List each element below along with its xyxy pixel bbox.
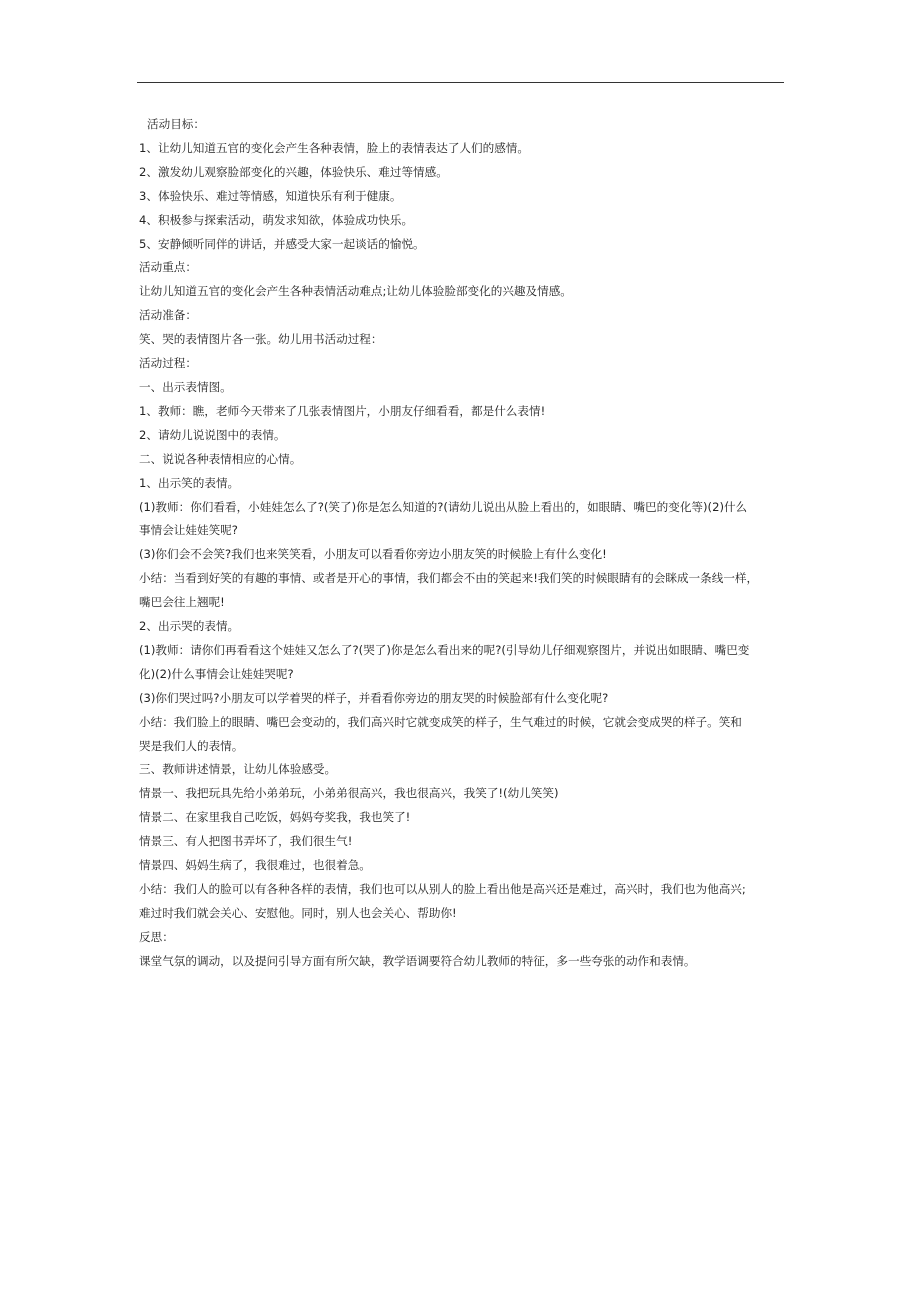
text-line: 事情会让娃娃笑呢? — [139, 523, 238, 538]
text-line: 情景四、妈妈生病了，我很难过，也很着急。 — [139, 858, 371, 873]
text-line: 让幼儿知道五官的变化会产生各种表情活动难点;让幼儿体验脸部变化的兴趣及情感。 — [139, 284, 572, 299]
text-line: (1)教师：请你们再看看这个娃娃又怎么了?(哭了)你是怎么看出来的呢?(引导幼儿仔细观察图片，并说出如眼睛、嘴巴变 — [139, 642, 750, 657]
text-line: 难过时我们就会关心、安慰他。同时，别人也会关心、帮助你! — [139, 905, 457, 920]
text-line: 情景二、在家里我自己吃饭，妈妈夸奖我，我也笑了! — [139, 810, 411, 825]
text-line: 一、出示表情图。 — [139, 379, 232, 394]
text-line: (3)你们会不会笑?我们也来笑笑看，小朋友可以看看你旁边小朋友笑的时候脸上有什么变化! — [139, 547, 607, 562]
text-line: 小结：我们人的脸可以有各种各样的表情，我们也可以从别人的脸上看出他是高兴还是难过，高兴时，我们也为他高兴; — [139, 882, 746, 896]
text-line: 2、出示哭的表情。 — [139, 619, 240, 634]
text-line: 小结：当看到好笑的有趣的事情、或者是开心的事情，我们都会不由的笑起来!我们笑的时候眼睛有的会眯成一条线一样， — [139, 571, 759, 586]
text-line: 嘴巴会往上翘呢! — [139, 595, 225, 610]
text-line: 情景三、有人把图书弄坏了，我们很生气! — [139, 834, 353, 849]
text-line: 1、出示笑的表情。 — [139, 475, 240, 490]
text-line: 笑、哭的表情图片各一张。幼儿用书活动过程： — [139, 332, 383, 347]
section-heading-reflection: 反思： — [139, 929, 174, 944]
text-line: 小结：我们脸上的眼睛、嘴巴会变动的，我们高兴时它就变成笑的样子，生气难过的时候，它就会变成哭的样子。笑和 — [139, 714, 742, 729]
text-line: 1、教师：瞧，老师今天带来了几张表情图片，小朋友仔细看看，都是什么表情! — [139, 403, 546, 418]
text-line: 4、积极参与探索活动，萌发求知欲，体验成功快乐。 — [139, 212, 414, 227]
text-line: 三、教师讲述情景，让幼儿体验感受。 — [139, 762, 337, 777]
section-heading-focus: 活动重点： — [139, 260, 197, 275]
text-line: 1、让幼儿知道五官的变化会产生各种表情，脸上的表情表达了人们的感情。 — [139, 140, 529, 155]
header-rule — [137, 82, 784, 83]
text-line: 化)(2)什么事情会让娃娃哭呢? — [139, 666, 294, 681]
text-line: 情景一、我把玩具先给小弟弟玩，小弟弟很高兴，我也很高兴，我笑了!(幼儿笑笑) — [139, 786, 559, 801]
text-line: 哭是我们人的表情。 — [139, 738, 244, 753]
text-line: (3)你们哭过吗?小朋友可以学着哭的样子，并看看你旁边的朋友哭的时候脸部有什么变化呢? — [139, 690, 609, 705]
document-body — [139, 113, 784, 974]
section-heading-goals: 活动目标： — [147, 117, 205, 131]
section-heading-preparation: 活动准备： — [139, 308, 197, 323]
text-line: 3、体验快乐、难过等情感，知道快乐有利于健康。 — [139, 188, 402, 203]
text-line: 课堂气氛的调动，以及提问引导方面有所欠缺，教学语调要符合幼儿教师的特征，多一些夸张的动作和表情。 — [139, 953, 696, 968]
text-line: (1)教师：你们看看，小娃娃怎么了?(笑了)你是怎么知道的?(请幼儿说出从脸上看出的，如眼睛、嘴巴的变化等)(2)什么 — [139, 499, 748, 514]
text-line: 二、说说各种表情相应的心情。 — [139, 451, 302, 466]
section-heading-process: 活动过程： — [139, 356, 197, 371]
text-line: 5、安静倾听同伴的讲话，并感受大家一起谈话的愉悦。 — [139, 236, 425, 251]
text-line: 2、请幼儿说说图中的表情。 — [139, 427, 286, 442]
text-line: 2、激发幼儿观察脸部变化的兴趣，体验快乐、难过等情感。 — [139, 164, 448, 179]
